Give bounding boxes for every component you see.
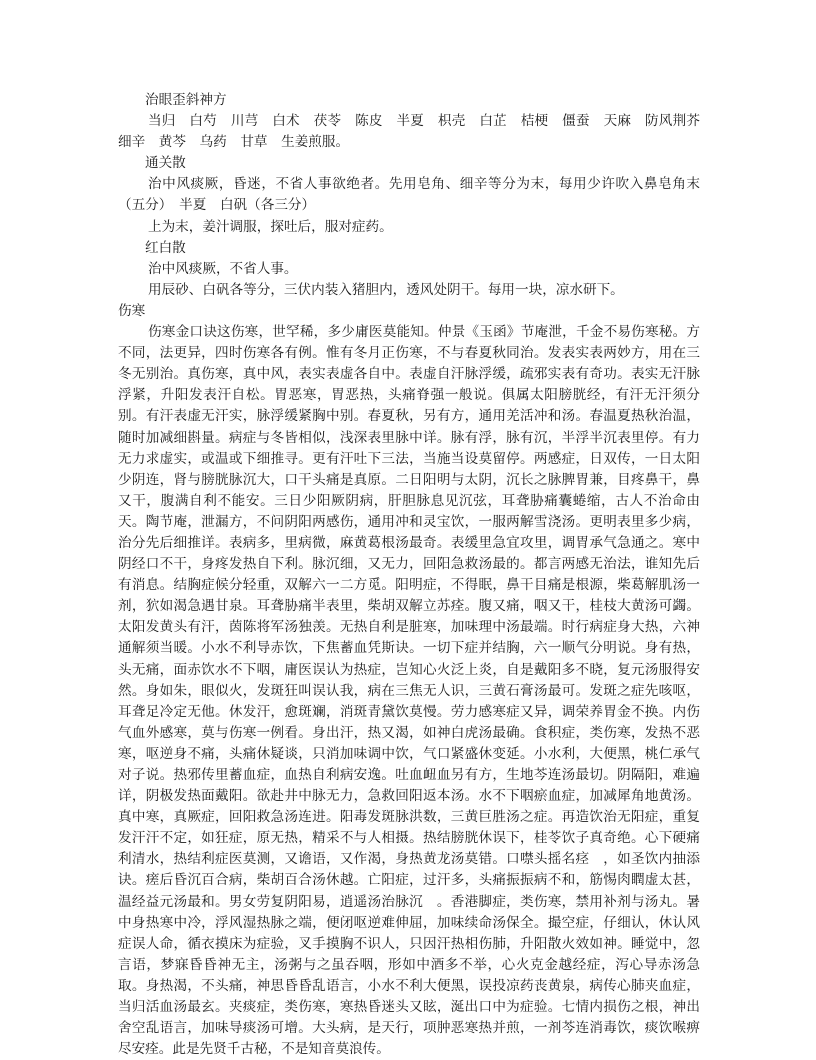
- formula-ingredients-yanwaixie: 当归 白芍 川芎 白术 茯苓 陈皮 半夏 枳壳 白芷 桔梗 僵蚕 天麻 防风荆芥 细辛 黄芩 乌药 甘草 生姜煎服。: [118, 113, 714, 151]
- section-heading-shanghan: 伤寒: [118, 302, 146, 319]
- formula-usage-tongguansan: 上为末，姜汁调服，探吐后，服对症药。: [148, 218, 393, 235]
- formula-title-yanwaixie: 治眼歪斜神方: [145, 92, 227, 108]
- formula-title-hongbaisan: 红白散: [145, 239, 186, 256]
- formula-usage-hongbaisan: 用辰砂、白矾各等分，三伏内装入猪胆内，透风处阴干。每用一块，凉水研下。: [148, 281, 624, 298]
- formula-title-tongguansan: 通关散: [145, 155, 186, 172]
- formula-text-hongbaisan: 治中风痰厥，不省人事。: [148, 260, 298, 277]
- shanghan-body-text: 伤寒金口诀这伤寒，世罕稀，多少庸医莫能知。仲景《玉函》节庵泄，千金不易伤寒秘。方不同，法更异，四时伤寒各有例。惟有冬月正伤寒，不与春夏秋同治。发表实表两妙方，用在三冬无别治。真伤寒，真中风，表实表虚各自中。表虚自汗脉浮缓，疏邪实表有奇功。表实无汗脉浮紧，升阳发表汗自松。胃恶寒，胃恶热，头痛脊强一般说。俱属太阳膀胱经，有汗无汗须分别。有汗表虚无汗实，脉浮缓紧胸中别。春夏秋，另有方，通用羌活冲和汤。春温夏热秋治温，随时加减细斟量。病症与冬皆相似，浅深表里脉中详。脉有浮，脉有沉，半浮半沉表里停。有力无力求虚实，或温或下细推寻。更有汗吐下三法，当施当设莫留停。两感症，日双传，一日太阳少阴连，肾与膀胱脉沉大，口干头痛是真原。二日阳明与太阴，沉长之脉脾胃兼，目疼鼻干，鼻又干，腹满自利不能安。三日少阳厥阴病，肝胆脉息见沉弦，耳聋胁痛囊蜷缩，古人不治命由天。陶节庵，泄漏方，不问阴阳两感伤，通用冲和灵宝饮，一服两解雪浇汤。更明表里多少病，治分先后细推详。表病多，里病微，麻黄葛根汤最奇。表缓里急宜攻里，调胃承气急通之。寒中阴经口不干，身疼发热自下利。脉沉细，又无力，回阳急救汤最的。都言两感无治法，谁知先后有消息。结胸症候分轻重，双解六一二方觅。阳明症，不得眠，鼻干目痛是根源，柴葛解肌汤一剂，狖如渴急遇甘泉。耳聋胁痛半表里，柴胡双解立苏痊。腹又痛，咽又干，桂枝大黄汤可蠲。太阳发黄头有汗，茵陈将军汤独羡。无热自利是脏寒，加味理中汤最端。时行病症身大热，六神通解须当暖。小水不利导赤饮，下焦蓄血凭斯诀。一切下症并结胸，六一顺气分明说。身有热，头无痛，面赤饮水不下咽，庸医误认为热症，岂知心火泛上炎，自是戴阳多不晓，复元汤服得安然。身如朱，眼似火，发斑狂叫误认我，病在三焦无人识，三黄石膏汤最可。发斑之症先咳呕，耳聋足冷定无他。休发汗，愈斑斓，消斑青黛饮莫慢。劳力感寒症又异，调荣养胃金不换。内伤气血外感寒，莫与伤寒一例看。身出汗，热又渴，如神白虎汤最确。食积症，类伤寒，发热不恶寒，呕逆身不痛，头痛休疑谈，只消加味调中饮，气口紧盛休变延。小水利，大便黑，桃仁承气对子说。热邪传里蓄血症，血热自利病安逸。吐血衄血另有方，生地芩连汤最切。阴隔阳，难遍详，阴极发热面戴阳。欲赴井中脉无力，急救回阳返本汤。水不下咽瘀血症，加减犀角地黄汤。真中寒，真厥症，回阳救急汤连进。阳毒发斑脉洪数，三黄巨胜汤之症。再造饮治无阳症，重复发汗汗不定，如狂症，原无热，精采不与人相摄。热结膀胱休误下，桂苓饮子真奇绝。心下硬痛利清水，热结利症医莫测，又谵语，又作渴，身热黄龙汤莫错。口噤头摇名痉 ，如圣饮内抽添诀。瘥后昏沉百合病，柴胡百合汤休越。亡阳症，过汗多，头痛振振病不和，筋惕肉瞤虚太甚，温经益元汤最和。男女劳复阴阳易，逍遥汤治脉沉 。香港脚症，类伤寒，禁用补剂与汤丸。暑中身热寒中冷，浮风湿热脉之端，便闭呕逆难伸屈，加味续命汤保全。撮空症，仔细认，休认风症误人命，循衣摸床为症验，叉手摸胸不识人，只因汗热相伤肺，升阳散火效如神。睡觉中，忽言语，梦寐昏昏神无主，汤粥与之虽吞咽，形如中酒多不举，心火克金越经症，泻心导赤汤急取。身热渴，不头痛，神思昏昏乱语言，小水不利大便黑，误投凉药丧黄泉，病传心肺夹血症，当归活血汤最玄。夹痰症，类伤寒，寒热昏迷头又眩，涎出口中为症验。七情内损伤之根，神出舍空乱语言，加味导痰汤可增。大头病，是天行，项肿恶寒热并煎，一剂芩连消毒饮，痰饮喉痹尽安痊。此是先贤千古秘，不是知音莫浪传。: [118, 324, 700, 1058]
- formula-text-tongguansan: 治中风痰厥，昏迷，不省人事欲绝者。先用皂角、细辛等分为末，每用少许吹入鼻皂角末（五分） 半夏 白矾（各三分）: [118, 176, 700, 214]
- document-page: [118, 90, 714, 1060]
